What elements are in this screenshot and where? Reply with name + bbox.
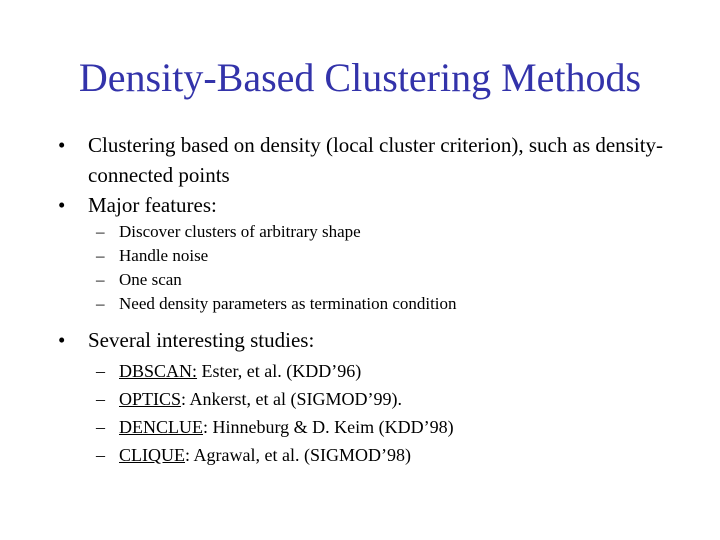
bullet-item: [58, 325, 678, 355]
sub-item: [96, 268, 676, 292]
bullet-item: [58, 130, 678, 190]
dash-marker: –: [96, 246, 105, 265]
dash-marker: –: [96, 270, 105, 289]
dash-marker: –: [96, 445, 105, 465]
study-item: [96, 441, 676, 469]
study-citation: : Agrawal, et al. (SIGMOD’98): [185, 445, 411, 465]
study-item: [96, 385, 676, 413]
study-item: [96, 413, 676, 441]
study-citation: : Ankerst, et al (SIGMOD’99).: [181, 389, 402, 409]
sub-item-text: One scan: [119, 270, 182, 289]
sub-item: [96, 244, 676, 268]
bullet-text: Several interesting studies:: [88, 328, 315, 352]
study-link-denclue[interactable]: DENCLUE: [119, 417, 203, 437]
sub-item-text: Handle noise: [119, 246, 209, 265]
sub-item-text: Discover clusters of arbitrary shape: [119, 222, 361, 241]
dash-marker: –: [96, 294, 105, 313]
bullet-marker: •: [58, 193, 66, 217]
bullet-marker: •: [58, 328, 66, 352]
bullet-marker: •: [58, 133, 66, 157]
study-item: [96, 357, 676, 385]
study-citation: Ester, et al. (KDD’96): [197, 361, 362, 381]
dash-marker: –: [96, 222, 105, 241]
study-link-clique[interactable]: CLIQUE: [119, 445, 185, 465]
dash-marker: –: [96, 417, 105, 437]
dash-marker: –: [96, 389, 105, 409]
bullet-text: Major features:: [88, 193, 217, 217]
slide-title: Density-Based Clustering Methods: [78, 55, 642, 100]
bullet-item: [58, 190, 678, 220]
sub-item-text: Need density parameters as termination condition: [119, 294, 457, 313]
study-link-optics[interactable]: OPTICS: [119, 389, 182, 409]
study-citation: : Hinneburg & D. Keim (KDD’98): [203, 417, 454, 437]
sub-item: [96, 220, 676, 244]
bullet-text: Clustering based on density (local cluster criterion), such as density-connected points: [88, 133, 664, 187]
study-link-dbscan[interactable]: DBSCAN:: [119, 361, 198, 381]
dash-marker: –: [96, 361, 105, 381]
sub-item: [96, 292, 676, 316]
